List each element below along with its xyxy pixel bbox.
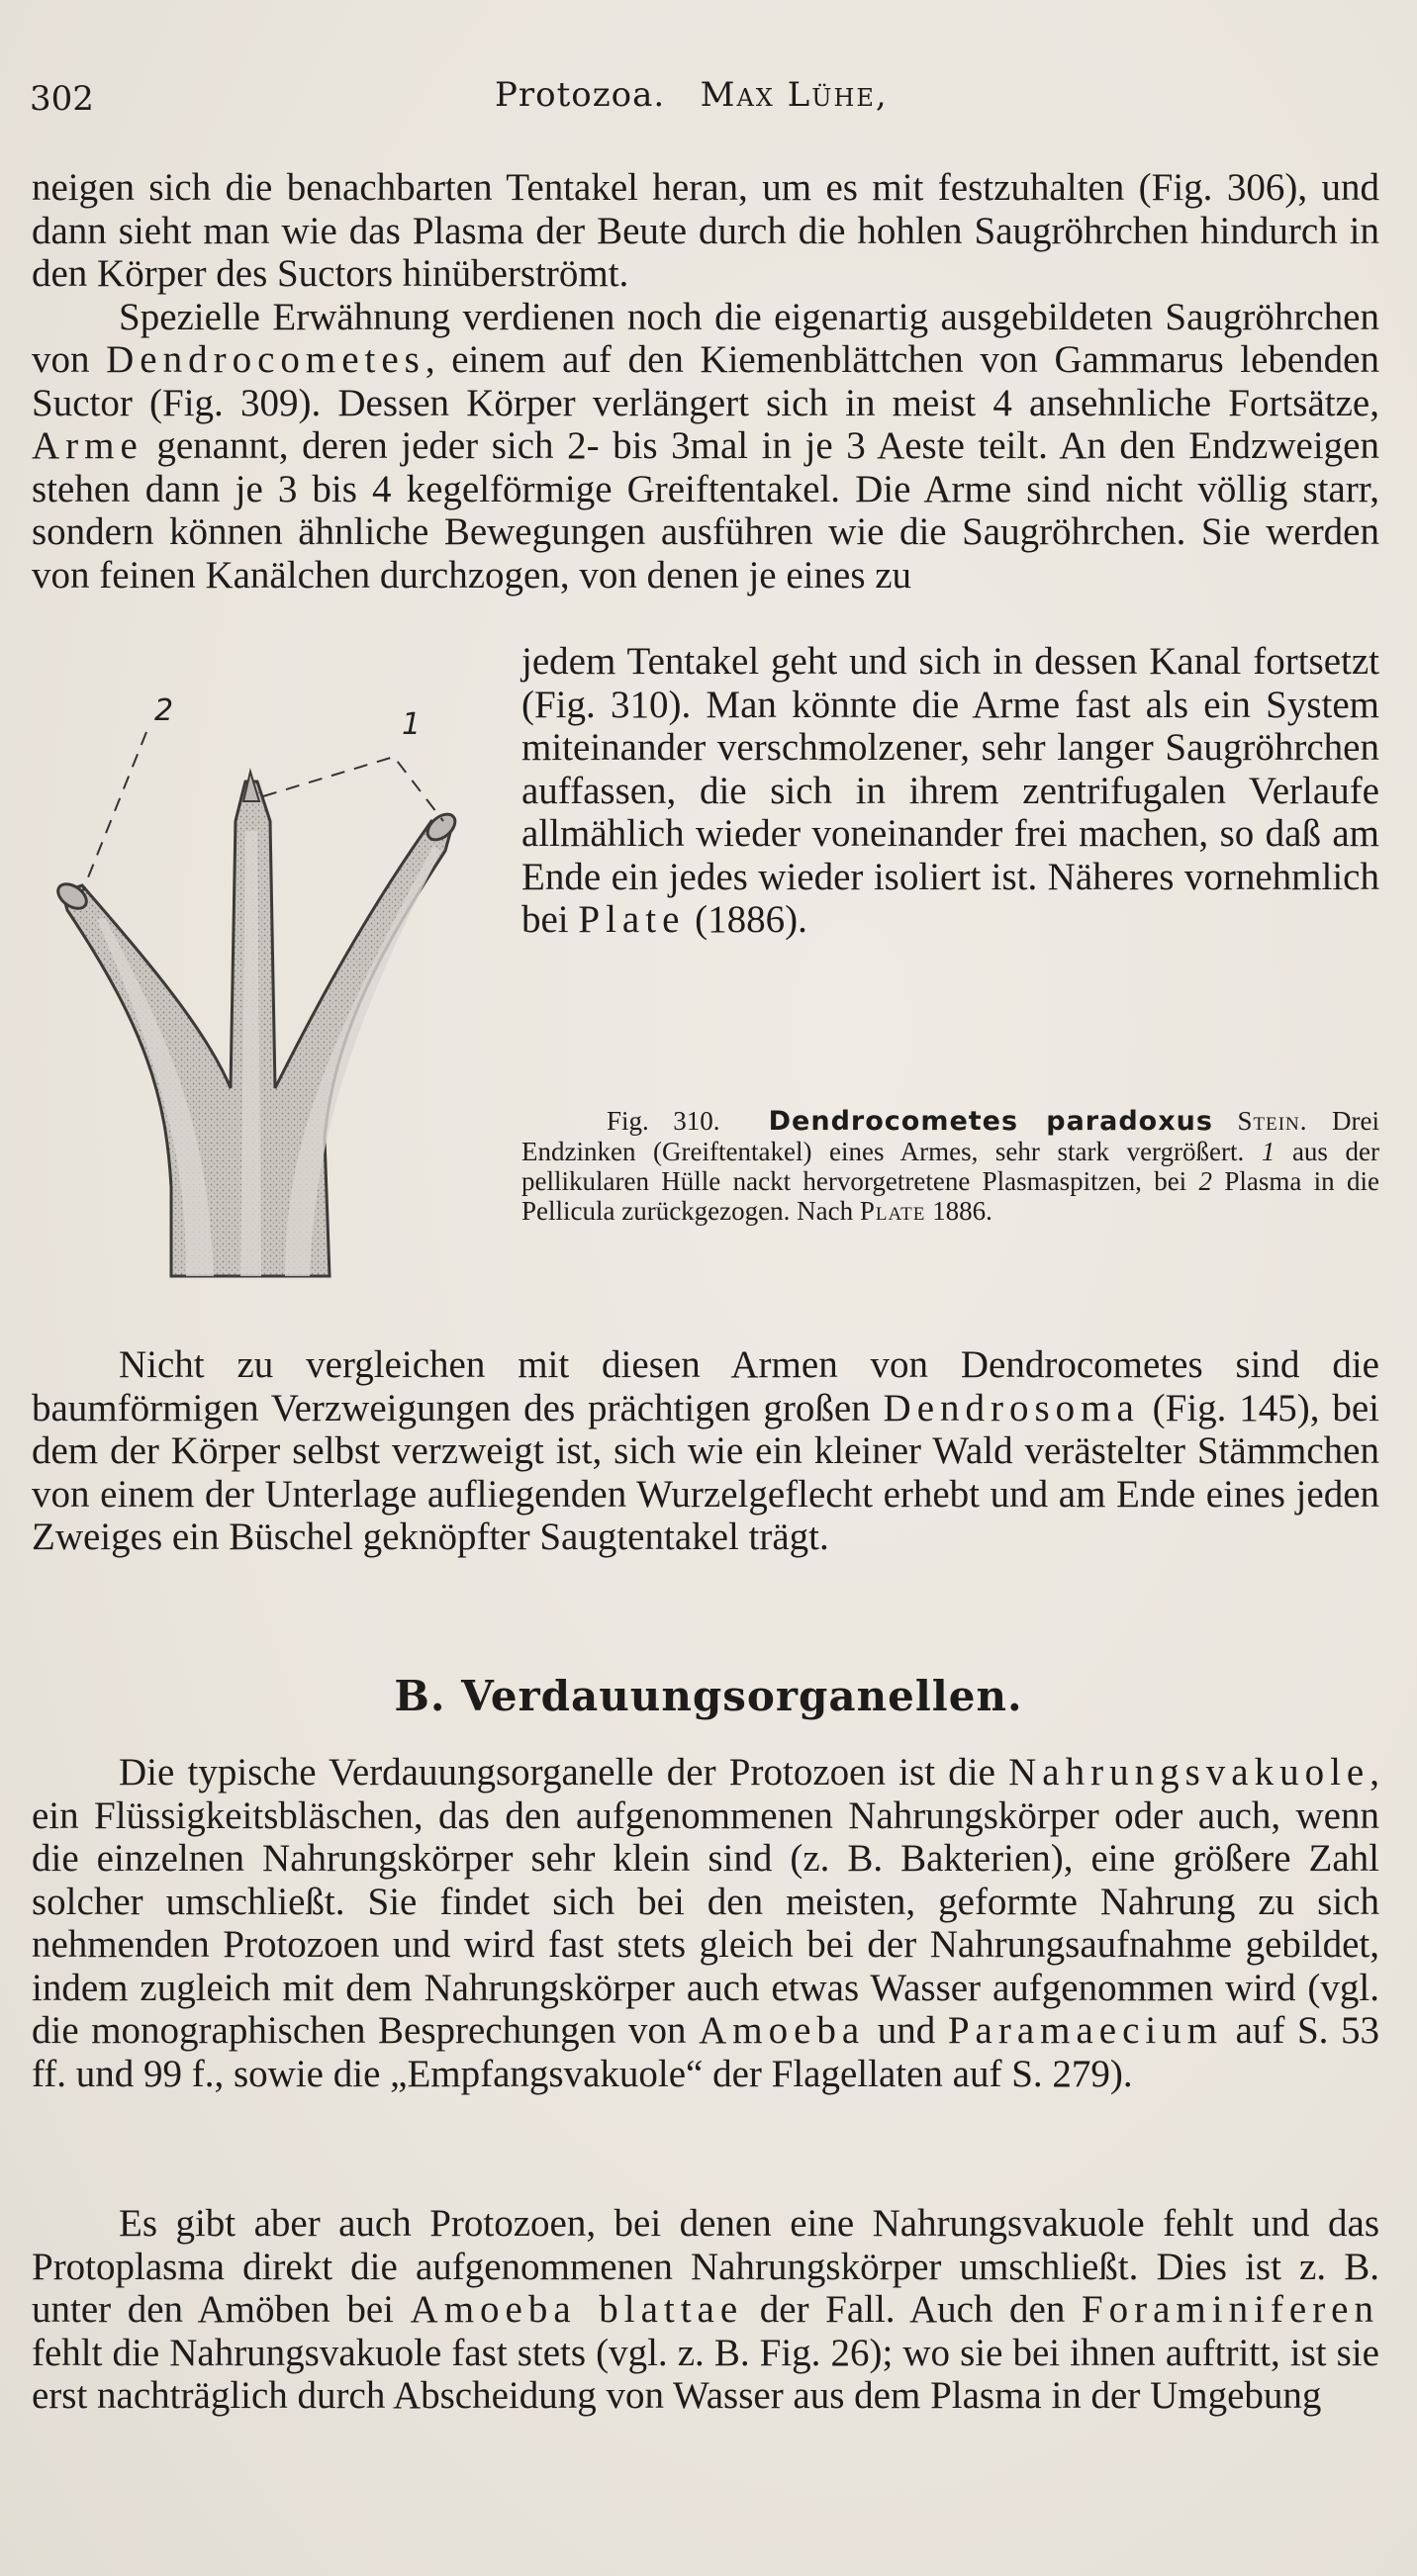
figure-wrap-text [521, 640, 1379, 942]
emph-amoeba-blattae: Amoeba blattae [410, 2288, 744, 2331]
emph-amoeba: Amoeba [699, 2009, 866, 2052]
paragraph-amoeba-blattae [32, 2202, 1379, 2418]
leader-line-1 [263, 757, 443, 821]
text-run: und [865, 2009, 948, 2052]
caption-run: Drei Endzinken (Greiftentakel) eines Armes, sehr stark vergrößert. [521, 1106, 1380, 1166]
text-run: (Fig. 145), bei dem der Körper selbst verzweigt ist, sich wie ein kleiner Wald verästelter Stämmchen von einem der Unterlage aufliegenden Wurzelgeflecht erhebt und am Ende eines jeden Zweiges ein Büschel geknöpfter Saugtentakel trägt. [32, 1386, 1379, 1558]
caption-year: 1886. [925, 1196, 992, 1226]
text-run: Nicht zu vergleichen mit diesen Armen von Dendrocometes sind die baumförmigen Verzweigungen des prächtigen großen [32, 1343, 1379, 1429]
text-run: Spezielle Erwähnung verdienen noch die eigenartig ausgebildeten Saugröhrchen von [32, 295, 1379, 381]
paragraph-dendrosoma [32, 1343, 1379, 1559]
caption-plate: Plate [859, 1196, 926, 1226]
text-run: Die typische Verdauungsorganelle der Protozoen ist die [119, 1751, 1009, 1794]
text-run: auf S. 53 ff. und 99 f., sowie die „Empfangsvakuole“ der Flagellaten auf S. 279). [32, 2009, 1379, 2095]
wrap-paragraph [521, 640, 1379, 942]
running-title [495, 75, 889, 115]
caption-text [521, 1106, 1379, 1226]
text-run: , einem auf den Kiemenblättchen von Gammarus lebenden Suctor (Fig. 309). Dessen Körper verlängert sich in meist 4 ansehnliche Fortsätze, [32, 338, 1379, 424]
emph-plate: Plate [578, 898, 686, 941]
caption-ref-2: 2 [1198, 1166, 1213, 1196]
caption-run: aus der pellikularen Hülle nackt hervorgetretene Plasmaspitzen, bei [521, 1137, 1379, 1196]
paragraph-dendrocometes [32, 296, 1379, 598]
paragraph-3 [32, 1751, 1379, 2095]
paragraph-1 [32, 166, 1379, 597]
header-title: Protozoa. [495, 75, 666, 115]
caption-ref-1: 1 [1261, 1137, 1275, 1166]
paragraph-continuation: neigen sich die benachbarten Tentakel heran, um es mit festzuhalten (Fig. 306), und dann sieht man wie das Plasma der Beute durch die hohlen Saugröhrchen hindurch in den Körper des Suctors hinüberströmt. [32, 166, 1379, 295]
section-heading: B. Verdauungsorganellen. [394, 1672, 1023, 1720]
figure-caption [521, 1106, 1379, 1226]
caption-species: Dendrocometes paradoxus [768, 1106, 1213, 1137]
text-run: der Fall. Auch den [743, 2288, 1082, 2331]
tentacle-drawing [38, 673, 493, 1286]
emph-dendrosoma: Dendrosoma [883, 1386, 1140, 1429]
leader-line-2 [82, 732, 146, 892]
caption-run: Plasma in die Pellicula zurückgezogen. Nach [521, 1166, 1379, 1226]
running-header [30, 71, 1387, 131]
figure-310-illustration [38, 673, 493, 1286]
figure-label-1: 1 [402, 707, 422, 742]
emph-arme: Arme [32, 424, 143, 467]
page-number: 302 [30, 79, 94, 119]
paragraph-2 [32, 1343, 1379, 1559]
text-run: genannt, deren jeder sich 2- bis 3mal in je 3 Aeste teilt. An den Endzweigen stehen dann je 3 bis 4 kegelförmige Greiftentakel. Die Arme sind nicht völlig starr, sondern können ähnliche Bewegungen ausführen wie die Saugröhrchen. Sie werden von feinen Kanälchen durchzogen, von denen je eines zu [32, 424, 1379, 597]
emph-paramaecium: Paramaecium [947, 2009, 1224, 2052]
text-run: (1886). [685, 898, 807, 941]
emph-foraminiferen: Foraminiferen [1081, 2288, 1379, 2331]
caption-fig-number: Fig. 310. [607, 1106, 720, 1136]
text-run: jedem Tentakel geht und sich in dessen Kanal fortsetzt (Fig. 310). Man könnte die Arme fast als ein System miteinander verschmolzener, sehr langer Saugröhrchen auffassen, die sich in ihrem zentrifugalen Verlaufe allmählich wieder voneinander frei machen, so daß am Ende ein jedes wieder isoliert ist. Näheres vornehmlich bei [521, 640, 1379, 941]
text-run: , ein Flüssigkeitsbläschen, das den aufgenommenen Nahrungskörper oder auch, wenn die einzelnen Nahrungskörper sehr klein sind (z. B. Bakterien), eine größere Zahl solcher umschließt. Sie findet sich bei den meisten, geformte Nahrung zu sich nehmenden Protozoen und wird fast stets gleich bei der Nahrungsaufnahme gebildet, indem zugleich mit dem Nahrungskörper auch etwas Wasser aufgenommen wird (vgl. die monographischen Besprechungen von [32, 1751, 1379, 2052]
text-run: Es gibt aber auch Protozoen, bei denen eine Nahrungsvakuole fehlt und das Protoplasma direkt die aufgenommenen Nahrungskörper umschließt. Dies ist z. B. unter den Amöben bei [32, 2202, 1379, 2331]
emph-dendrocometes: Dendrocometes [106, 338, 425, 381]
header-author: Max Lühe, [700, 75, 889, 115]
paragraph-4 [32, 2202, 1379, 2418]
figure-label-2: 2 [154, 693, 174, 728]
emph-nahrungsvakuole: Nahrungsvakuole [1008, 1751, 1370, 1794]
caption-authority: Stein. [1237, 1106, 1308, 1136]
paragraph-nahrungsvakuole [32, 1751, 1379, 2095]
text-run: fehlt die Nahrungsvakuole fast stets (vgl. z. B. Fig. 26); wo sie bei ihnen auftritt, ist sie erst nachträglich durch Abscheidung von Wasser aus dem Plasma in der Umgebung [32, 2331, 1379, 2417]
